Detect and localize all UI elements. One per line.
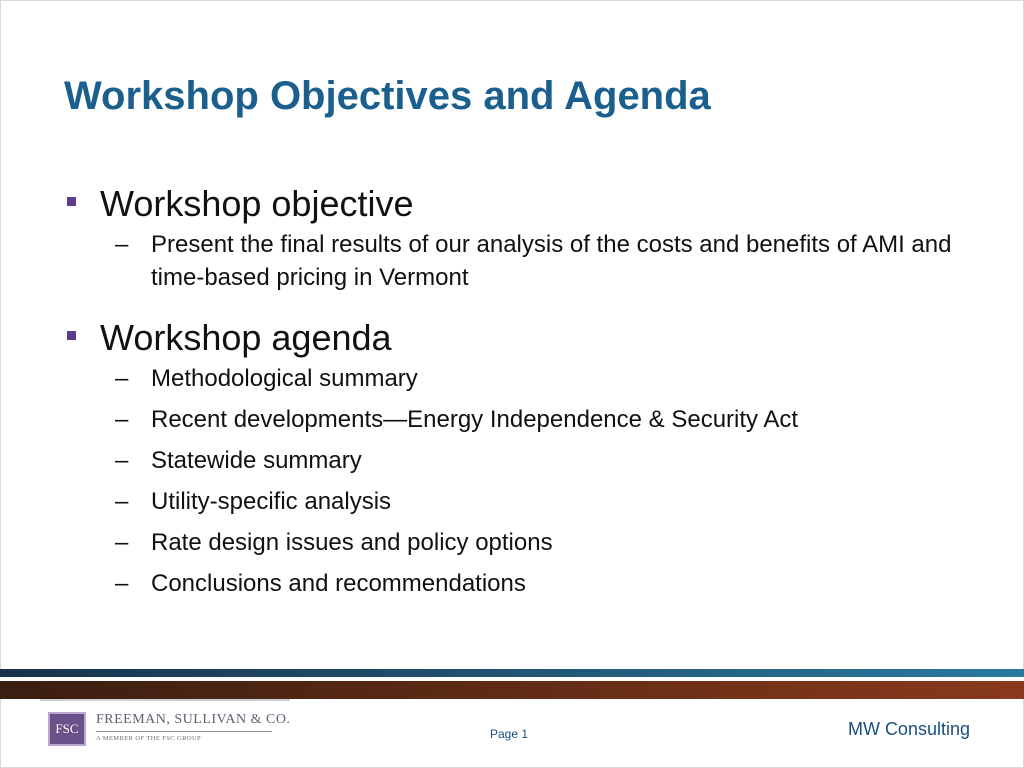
bullet-text: Utility-specific analysis	[151, 488, 392, 515]
bullet-text: Methodological summary	[151, 365, 418, 392]
logo-tagline: A MEMBER OF THE FSC GROUP	[96, 735, 202, 742]
logo-divider	[40, 699, 290, 701]
dash-bullet: –	[115, 231, 129, 258]
dash-bullet: –	[115, 447, 129, 474]
bullet-text: Present the final results of our analysis of the costs and benefits of AMI and time-based pricing in Vermont	[151, 231, 952, 291]
footer-band-blue	[0, 669, 1024, 677]
dash-bullet: –	[115, 529, 129, 556]
dash-bullet: –	[115, 406, 129, 433]
page-number: Page 1	[490, 727, 529, 741]
bullet-level2	[64, 403, 964, 436]
bullet-level2	[64, 526, 964, 559]
bullet-level1	[64, 180, 964, 228]
square-bullet-icon	[67, 331, 76, 340]
section-heading: Workshop objective	[100, 183, 414, 224]
bullet-text: Rate design issues and policy options	[151, 529, 553, 556]
bullet-level2	[64, 444, 964, 477]
bullet-level2	[64, 362, 964, 395]
dash-bullet: –	[115, 570, 129, 597]
bullet-text: Recent developments—Energy Independence & Security Act	[151, 406, 799, 433]
dash-bullet: –	[115, 488, 129, 515]
bullet-text: Conclusions and recommendations	[151, 570, 526, 597]
logo-company-name: FREEMAN, SULLIVAN & CO.	[96, 712, 291, 727]
section-heading: Workshop agenda	[100, 317, 392, 358]
slide-body	[64, 180, 964, 608]
slide-title: Workshop Objectives and Agenda	[64, 74, 711, 118]
bullet-text: Statewide summary	[151, 447, 362, 474]
section-agenda	[64, 314, 964, 600]
section-objective	[64, 180, 964, 294]
logo-rule	[96, 731, 272, 732]
footer-company: MW Consulting	[847, 719, 970, 739]
bullet-level2	[64, 567, 964, 600]
square-bullet-icon	[67, 197, 76, 206]
fsc-logo-icon: FSC	[48, 712, 86, 746]
dash-bullet: –	[115, 365, 129, 392]
footer-band-brown	[0, 681, 1024, 699]
bullet-level1	[64, 314, 964, 362]
bullet-level2	[64, 485, 964, 518]
bullet-level2	[64, 228, 964, 294]
